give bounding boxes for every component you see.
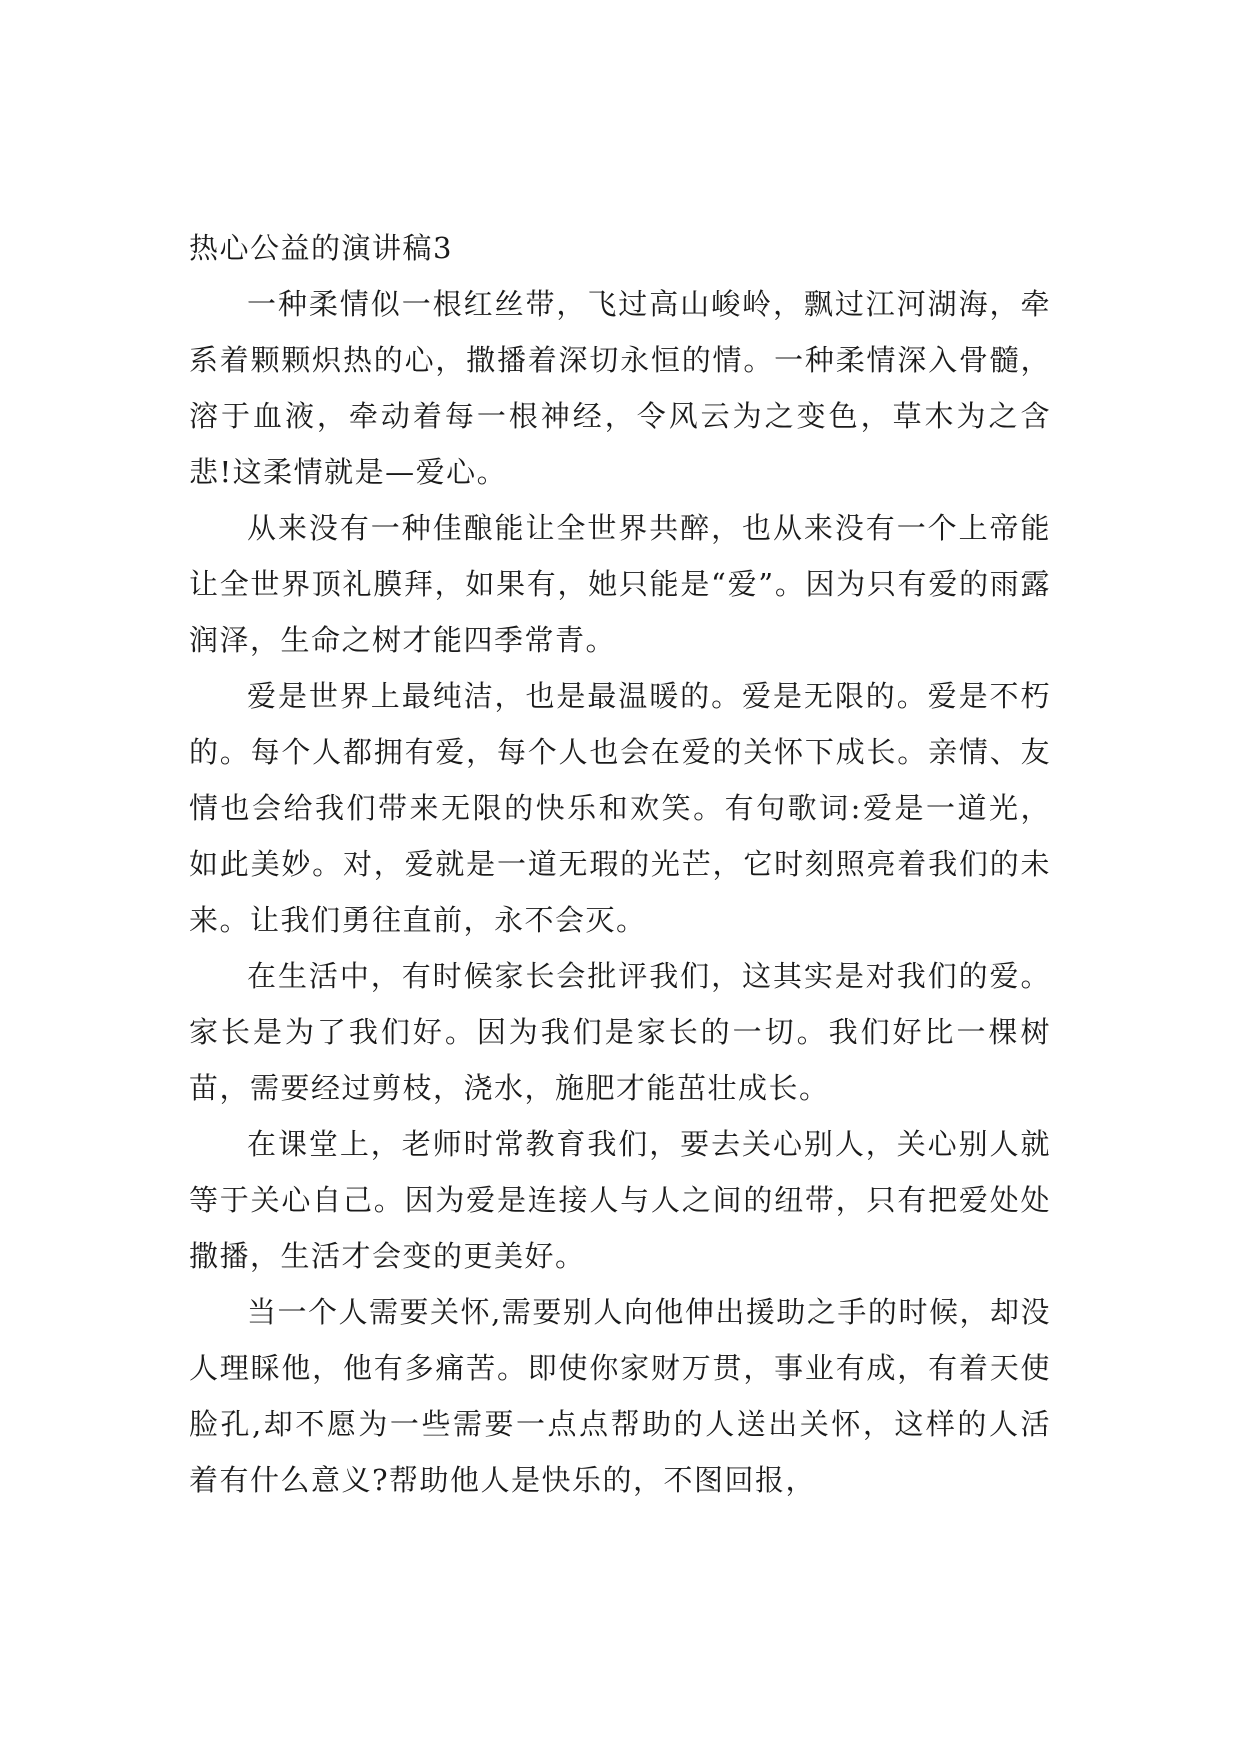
paragraph-3: 爱是世界上最纯洁，也是最温暖的。爱是无限的。爱是不朽的。每个人都拥有爱，每个人也会在爱的关怀下成长。亲情、友情也会给我们带来无限的快乐和欢笑。有句歌词:爱是一道光，如此美妙。对，爱就是一道无瑕的光芒，它时刻照亮着我们的未来。让我们勇往直前，永不会灭。 bbox=[189, 679, 1051, 937]
paragraph-4: 在生活中，有时候家长会批评我们，这其实是对我们的爱。家长是为了我们好。因为我们是家长的一切。我们好比一棵树苗，需要经过剪枝，浇水，施肥才能茁壮成长。 bbox=[189, 959, 1051, 1105]
paragraph-6: 当一个人需要关怀,需要别人向他伸出援助之手的时候，却没人理睬他，他有多痛苦。即使你家财万贯，事业有成，有着天使脸孔,却不愿为一些需要一点点帮助的人送出关怀，这样的人活着有什么意义?帮助他人是快乐的，不图回报， bbox=[189, 1295, 1051, 1497]
paragraph-1: 一种柔情似一根红丝带，飞过高山峻岭，飘过江河湖海，牵系着颗颗炽热的心，撒播着深切永恒的情。一种柔情深入骨髓，溶于血液，牵动着每一根神经，令风云为之变色，草木为之含悲!这柔情就是—爱心。 bbox=[189, 287, 1051, 489]
document-body bbox=[189, 220, 1051, 1508]
document-title: 热心公益的演讲稿3 bbox=[189, 231, 453, 265]
paragraph-5: 在课堂上，老师时常教育我们，要去关心别人，关心别人就等于关心自己。因为爱是连接人与人之间的纽带，只有把爱处处撒播，生活才会变的更美好。 bbox=[189, 1127, 1051, 1273]
paragraph-2: 从来没有一种佳酿能让全世界共醉，也从来没有一个上帝能让全世界顶礼膜拜，如果有，她只能是“爱”。因为只有爱的雨露润泽，生命之树才能四季常青。 bbox=[189, 511, 1051, 657]
